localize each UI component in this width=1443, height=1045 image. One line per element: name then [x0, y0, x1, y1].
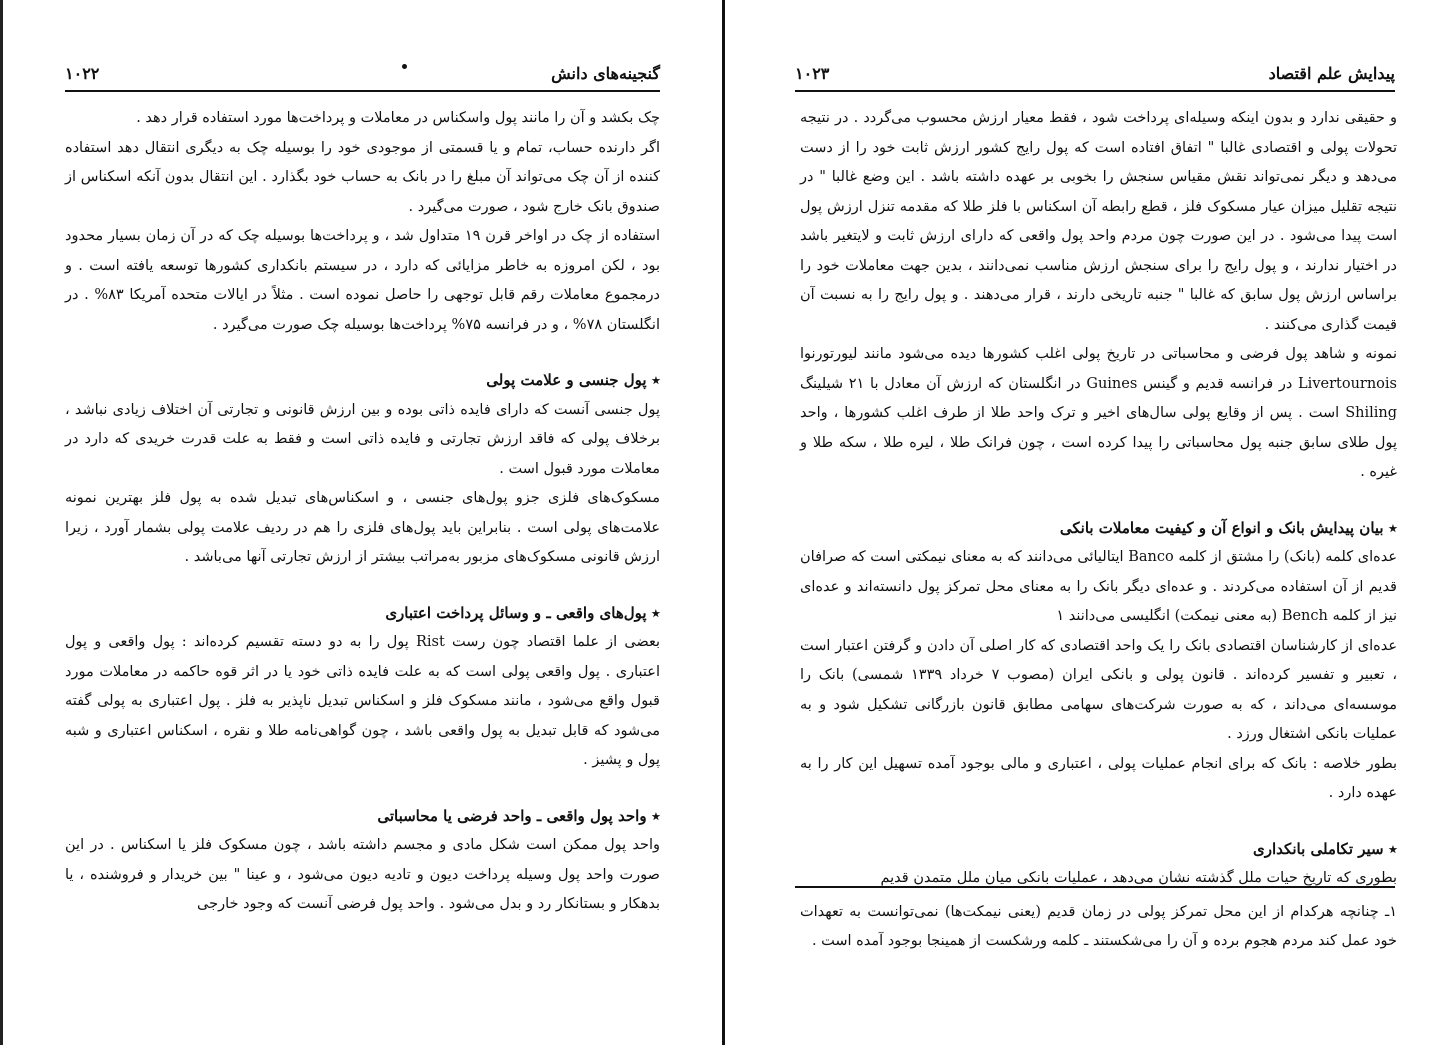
header-rule [795, 90, 1395, 92]
running-title: گنجینه‌های دانش [551, 64, 660, 83]
left-page-header [65, 62, 660, 86]
paragraph: پول جنسی آنست که دارای فایده ذاتی بوده و بین ارزش قانونی و تجارتی آن اختلاف زیادی نباشد ، برخلاف پولی که فاقد ارزش تجارتی و فایده ذاتی است و فقط به علت قدرت خریدی که دارد در معاملات مورد قبول است . [65, 401, 660, 477]
right-page-body [800, 104, 1397, 894]
paragraph: عده‌ای کلمه (بانک) را مشتق از کلمه Banco ایتالیائی می‌دانند که به معنای نیمکتی است که صرافان قدیم از آن استفاده می‌کردند . و عده‌ای دیگر بانک را به معنای محل تمرکز پول دانسته‌اند و عده‌ای نیز از کلمه Bench (به معنی نیمکت) انگلیسی می‌دانند ۱ [800, 549, 1397, 624]
paragraph: استفاده از چک در اواخر قرن ۱۹ متداول شد ، و پرداخت‌ها بوسیله چک که در آن زمان بسیار محدود بود ، لکن امروزه به خاطر مزایائی که دارد ، در سیستم بانکداری کشورها توسعه یافته است . و درمجموع معاملات رقم قابل توجهی را حاصل نموده است . مثلاً در ایالات متحده آمریکا ۸۳% . در انگلستان ۷۸% ، و در فرانسه ۷۵% پرداخت‌ها بوسیله چک صورت می‌گیرد . [65, 228, 660, 333]
page-number: ۱۰۲۲ [65, 64, 100, 83]
page-number: ۱۰۲۳ [795, 64, 830, 83]
paragraph: نمونه و شاهد پول فرضی و محاسباتی در تاریخ پولی اغلب کشورها دیده می‌شود مانند لیورتورنوا Livertournois در فرانسه قدیم و گینس Guines در انگلستان که ارزش آن معادل با ۲۱ شیلینگ Shiling است . پس از وقایع پولی سال‌های اخیر و ترک واحد طلا از طرف اغلب کشورها ، واحد پول طلای سابق جنبه پول محاسباتی را پیدا کرده است ، چون فرانک طلا ، لیره طلا ، سکه طلا و غیره . [800, 346, 1397, 480]
left-page-body [65, 104, 660, 920]
footnote [800, 898, 1397, 956]
paragraph: بعضی از علما اقتصاد چون رست Rist پول را به دو دسته تقسیم کرده‌اند : پول واقعی و پول اعتباری . پول واقعی پولی است که به علت فایده ذاتی خود یا در اثر قوه حاکمه در معاملات مورد قبول واقع می‌شود ، مانند مسکوک فلز و اسکناس تبدیل ناپذیر به فلز . پول اعتباری به پولی گفته می‌شود که قابل تبدیل به پول واقعی باشد ، چون گواهی‌نامه طلا و نقره ، اسکناس اعتباری و شبه پول و پشیز . [65, 634, 661, 768]
paragraph: عده‌ای از کارشناسان اقتصادی بانک را یک واحد اقتصادی که کار اصلی آن دادن و گرفتن اعتبار است ، تعبیر و تفسیر کرده‌اند . قانون پولی و بانکی ایران (مصوب ۷ خرداد ۱۳۳۹ شمسی) بانک را موسسه‌ای می‌داند ، که به صورت شرکت‌های سهامی مطابق قانون بازرگانی تشکیل شود و به عملیات بانکی اشتغال ورزد . [800, 637, 1397, 742]
paragraph: بطوری که تاریخ حیات ملل گذشته نشان می‌دهد ، عملیات بانکی میان ملل متمدن قدیم [880, 870, 1397, 886]
section-heading: ٭ بیان پیدایش بانک و انواع آن و کیفیت معاملات بانکی [1059, 518, 1397, 537]
section-heading: ٭ سیر تکاملی بانکداری [1253, 839, 1397, 858]
section-heading: ٭ پول‌های واقعی ـ و وسائل پرداخت اعتباری [385, 603, 660, 622]
paragraph: چک بکشد و آن را مانند پول واسکناس در معاملات و پرداخت‌ها مورد استفاده قرار دهد . [136, 110, 660, 126]
paragraph: بطور خلاصه : بانک که برای انجام عملیات پولی ، اعتباری و مالی بوجود آمده تسهیل این کار را به عهده دارد . [800, 755, 1397, 801]
right-page [725, 0, 1443, 1045]
section-heading: ٭ پول جنسی و علامت پولی [486, 371, 660, 389]
paragraph: واحد پول ممکن است شکل مادی و مجسم داشته باشد ، چون مسکوک فلز یا اسکناس . در این صورت واحد پول وسیله پرداخت دیون و تادیه دیون می‌شود ، و عینا " بین خریدار و فروشنده ، یا بدهکار و بستانکار رد و بدل می‌شود . واحد پول فرضی آنست که وجود خارجی [65, 837, 660, 912]
section-heading: ٭ واحد پول واقعی ـ واحد فرضی یا محاسباتی [377, 806, 660, 825]
paragraph: و حقیقی ندارد و بدون اینکه وسیله‌ای پرداخت شود ، فقط معیار ارزش محسوب می‌گردد . در نتیجه تحولات پولی و اقتصادی غالبا " اتفاق افتاده است که پول رایج کشور ارزش ثابت خود را از دست می‌دهد و دیگر نمی‌تواند نقش مقیاس سنجش را بخوبی بر عهده داشته باشد . این وضع غالبا " در نتیجه تقلیل میزان عیار مسکوک فلز ، قطع رابطه آن اسکناس با فلز طلا که مقدمه تنزل ارزش پول است پیدا می‌شود . در این صورت چون مردم واحد پول واقعی که دارای ارزش ثابت و لایتغیر باشد در اختیار ندارند ، و پول رایج را برای سنجش ارزش مناسب نمی‌دانند ، بدین جهت معاملات خود را براساس ارزش پول سابق که غالبا " جنبه تاریخی دارند ، قرار می‌دهند . و پول رایج را به نسبت آن قیمت گذاری می‌کنند . [800, 110, 1397, 333]
footnote-rule [795, 886, 1395, 888]
paragraph: اگر دارنده حساب، تمام و یا قسمتی از موجودی خود را بوسیله چک به دیگری انتقال دهد استفاده کننده از آن چک می‌تواند آن مبلغ را در بانک به حساب خود بگذارد . این انتقال بدون آنکه اسکناس از صندوق بانک خارج شود ، صورت می‌گیرد . [65, 139, 660, 215]
running-title: پیدایش علم اقتصاد [1268, 64, 1395, 83]
footnote-text: ۱ـ چنانچه هرکدام از این محل تمرکز پولی در زمان قدیم (یعنی نیمکت‌ها) نمی‌توانست به تعهدات خود عمل کند مردم هجوم برده و آن را می‌شکستند ـ کلمه ورشکست از همینجا بوجود آمده است . [800, 904, 1397, 949]
paragraph: مسکوک‌های فلزی جزو پول‌های جنسی ، و اسکناس‌های تبدیل شده به پول فلز بهترین نمونه علامت‌های پولی است . بنابراین باید پول‌های فلزی را هم در ردیف علامت پولی بشمار آورد ، زیرا ارزش قانونی مسکوک‌های مزبور به‌مراتب بیشتر از ارزش تجارتی آنها می‌باشد . [65, 490, 660, 565]
header-rule [65, 90, 660, 92]
right-page-header [795, 62, 1395, 86]
